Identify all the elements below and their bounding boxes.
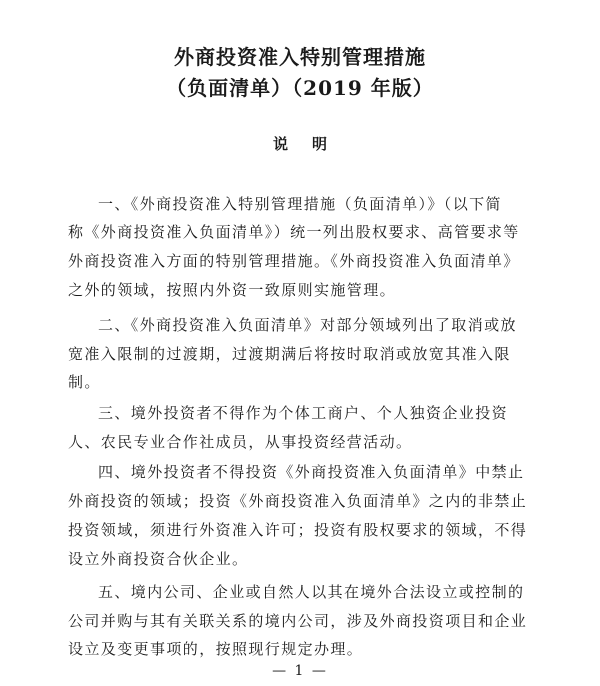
paragraph-1-line: 外商投资准入方面的特别管理措施。《外商投资准入负面清单》 xyxy=(68,252,520,270)
paragraph-1-line: 之外的领域，按照内外资一致原则实施管理。 xyxy=(68,281,397,299)
paragraph-4-line: 四、境外投资者不得投资《外商投资准入负面清单》中禁止 xyxy=(98,463,525,481)
paragraph-4-line: 设立外商投资合伙企业。 xyxy=(68,550,249,568)
paragraph-5-line: 设立及变更事项的，按照现行规定办理。 xyxy=(68,640,364,658)
paragraph-4-line: 投资领域，须进行外资准入许可；投资有股权要求的领域，不得 xyxy=(68,521,528,539)
paragraph-4-line: 外商投资的领域；投资《外商投资准入负面清单》之内的非禁止 xyxy=(68,492,528,510)
paragraph-3-line: 三、境外投资者不得作为个体工商户、个人独资企业投资 xyxy=(98,404,509,422)
paragraph-3-line: 人、农民专业合作社成员，从事投资经营活动。 xyxy=(68,433,413,451)
paragraph-2-line: 二、《外商投资准入负面清单》对部分领域列出了取消或放 xyxy=(98,316,517,334)
paragraph-5-line: 公司并购与其有关联关系的境内公司，涉及外商投资项目和企业 xyxy=(68,612,528,630)
paragraph-5-line: 五、境内公司、企业或自然人以其在境外合法设立或控制的 xyxy=(98,583,525,601)
section-heading: 说明 xyxy=(272,135,351,153)
document-title: 外商投资准入特别管理措施 xyxy=(174,45,426,69)
paragraph-1-line: 称《外商投资准入负面清单》）统一列出股权要求、高管要求等 xyxy=(68,223,520,241)
paragraph-1-line: 一、《外商投资准入特别管理措施（负面清单）》（以下简 xyxy=(98,195,502,213)
page-number: — 1 — xyxy=(272,663,328,679)
document-subtitle: （负面清单）（2019 年版） xyxy=(166,76,434,100)
paragraph-2-line: 宽准入限制的过渡期，过渡期满后将按时取消或放宽其准入限 xyxy=(68,345,511,363)
paragraph-2-line: 制。 xyxy=(68,373,101,391)
